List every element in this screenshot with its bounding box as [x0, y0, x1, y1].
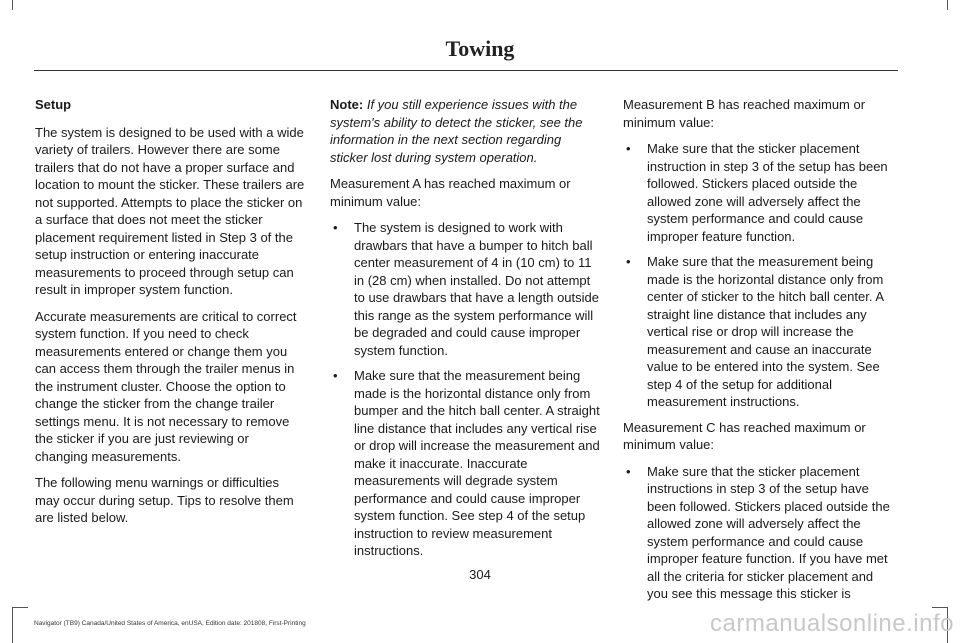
paragraph: The system is designed to be used with a wide variety of trailers. However there are some trailers that do not have a proper surface and location to mount the sticker. These trailers are not supported. Attempts to place the sticker on a surface that does not meet the sticker placement requirement listed in Step 3 of the setup instruction or entering inaccurate measurements to proceed through setup can result in improper system function. [35, 124, 305, 297]
bullet-icon: • [333, 220, 338, 235]
list-item: • The system is designed to work with drawbars that have a bumper to hitch ball center measurement of 4 in (10 cm) to 11 in (28 cm) when installed. Do not attempt to use drawbars that have a length outside this range as the system performance will be degraded and could cause improper system function. [333, 220, 599, 358]
page-title: Towing [445, 36, 515, 61]
column-left [35, 96, 305, 536]
watermark: carmanualsonline.info [710, 610, 954, 637]
crop-mark [12, 607, 28, 608]
bullet-list [623, 140, 893, 411]
measurement-a-intro: Measurement A has reached maximum or minimum value: [330, 176, 571, 209]
bullet-list [330, 219, 600, 560]
column-middle [330, 96, 600, 568]
list-item: • Make sure that the measurement being made is the horizontal distance only from center of sticker to the hitch ball center. A straight line distance that includes any vertical rise or drop will increase the measurement and cause an inaccurate value to be entered into the system. See step 4 of the setup for additional measurement instructions. [626, 254, 884, 409]
bullet-icon: • [626, 254, 631, 269]
crop-mark [947, 0, 948, 10]
section-heading: Setup [35, 97, 72, 112]
header-divider [34, 70, 898, 71]
note-label: Note: [330, 97, 364, 112]
note-text: If you still experience issues with the system's ability to detect the sticker, see the information in the next section regarding sticker lost during system operation. [330, 97, 583, 165]
bullet-icon: • [626, 463, 631, 479]
list-item: • Make sure that the sticker placement instruction in step 3 of the setup has been followed. Stickers placed outside the allowed zone will adversely affect the system performance and could cause improper feature function. [626, 141, 888, 244]
paragraph: Accurate measurements are critical to correct system function. If you need to check measurements entered or change them you can access them through the trailer menus in the instrument cluster. Choose the option to change the sticker from the change trailer settings menu. It is not necessary to remove the sticker if you are just reviewing or changing measurements. [35, 308, 297, 464]
paragraph: The following menu warnings or difficulties may occur during setup. Tips to resolve them are listed below. [35, 475, 294, 525]
note [330, 96, 600, 166]
column-right [623, 96, 893, 611]
edition-footer: Navigator (TB9) Canada/United States of America, enUSA, Edition date: 201808, First-Printing [34, 620, 306, 627]
list-item: • Make sure that the measurement being made is the horizontal distance only from bumper and the hitch ball center. A straight line distance that includes any vertical rise or drop will increase the measurement and make it inaccurate. Inaccurate measurements will degrade system performance and could cause improper system function. See step 4 of the setup instruction to review measurement instructions. [333, 368, 600, 558]
crop-mark [932, 607, 948, 608]
page-number: 304 [469, 567, 491, 582]
bullet-icon: • [626, 141, 631, 156]
crop-mark [12, 0, 13, 10]
measurement-b-intro: Measurement B has reached maximum or minimum value: [623, 97, 866, 130]
crop-mark [12, 608, 13, 643]
measurement-c-intro: Measurement C has reached maximum or minimum value: [623, 419, 866, 452]
bullet-icon: • [333, 368, 338, 383]
list-item: • Make sure that the sticker placement instructions in step 3 of the setup have been followed. Stickers placed outside the allowed zone will adversely affect the system performance and could cause improper feature function. If you have met all the criteria for sticker placement and you see this message this sticker is [626, 463, 890, 601]
